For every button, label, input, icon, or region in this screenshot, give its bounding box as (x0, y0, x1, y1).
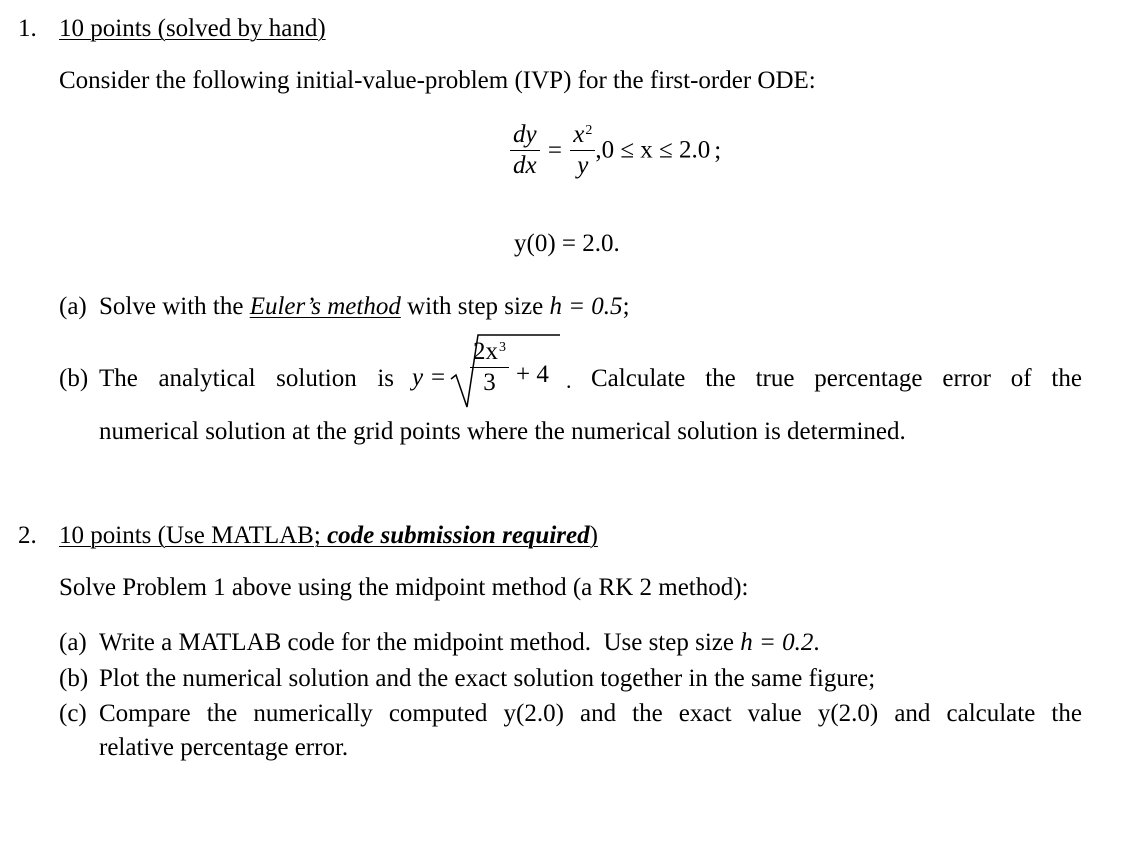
radicand-exponent: 3 (499, 340, 506, 355)
ode-domain: ,0 ≤ x ≤ 2.0 (595, 136, 711, 164)
radicand-coeff: 2x (473, 338, 498, 365)
dy: dy (513, 121, 537, 148)
p2-part-a-text (99, 628, 820, 658)
radicand-denominator: 3 (483, 369, 496, 396)
equals-sign: = (547, 136, 562, 164)
p2-part-c-line2: relative percentage error. (99, 734, 349, 761)
p1-part-b-text-before: The analytical solution is (99, 365, 394, 392)
x-exponent: 2 (585, 123, 593, 138)
initial-condition-end: . (613, 230, 620, 257)
y-denominator: y (577, 152, 589, 179)
problem-2-intro: Solve Problem 1 above using the midpoint method (a RK 2 method): (59, 574, 749, 601)
rhs-fraction (570, 122, 595, 179)
p2-part-c-line1: Compare the numerically computed y(2.0) and the exact value y(2.0) and calculate the (99, 700, 1082, 727)
p1-part-a-label: (a) (59, 293, 87, 320)
x-base: x (573, 121, 585, 148)
problem-2-heading-plain: 10 points (Use MATLAB; (59, 522, 328, 549)
analytical-lhs: y = (412, 364, 447, 391)
p2-part-a-label: (a) (59, 629, 87, 656)
ode-equation (510, 122, 721, 179)
problem-1-intro: Consider the following initial-value-problem (IVP) for the first-order ODE: (59, 67, 816, 94)
p1-part-a-after: with step size (400, 293, 550, 320)
problem-1-heading: 10 points (solved by hand) (59, 15, 326, 42)
p1-part-a-text (99, 292, 630, 322)
p1-part-a-end: ; (622, 293, 630, 320)
dx: dx (513, 152, 537, 179)
p2-part-b-text: Plot the numerical solution and the exact solution together in the same figure; (99, 665, 876, 692)
p1-part-b-line2: numerical solution at the grid points where the numerical solution is determined. (99, 418, 906, 445)
p2-step-size: h = 0.2 (740, 629, 814, 656)
p1-step-size: h = 0.5 (549, 293, 623, 320)
initial-condition-expr: y(0) = 2.0 (514, 230, 614, 257)
p2-part-a-body: Write a MATLAB code for the midpoint method. Use step size (99, 629, 741, 656)
initial-condition (514, 229, 620, 259)
code-submission-required: code submission required (327, 522, 590, 549)
radicand-plus-four: + 4 (516, 361, 549, 388)
problem-2-heading (59, 521, 598, 551)
p1-part-b-label: (b) (59, 365, 89, 392)
p2-part-c-label: (c) (59, 700, 87, 727)
derivative-fraction (510, 122, 540, 179)
problem-1-number: 1. (18, 15, 37, 42)
p2-part-a-end: . (813, 629, 820, 656)
p1-part-b-text-after: Calculate the true percentage error of the (591, 365, 1082, 392)
problem-2-number: 2. (18, 522, 37, 549)
p1-part-a-before: Solve with the (99, 293, 250, 320)
problem-2-heading-close: ) (589, 522, 598, 549)
euler-method-term: Euler’s method (249, 293, 401, 320)
ode-terminator: ; (714, 136, 722, 164)
analytical-dot: . (566, 368, 572, 393)
radicand-fraction (470, 339, 509, 396)
p2-part-b-label: (b) (59, 665, 89, 692)
